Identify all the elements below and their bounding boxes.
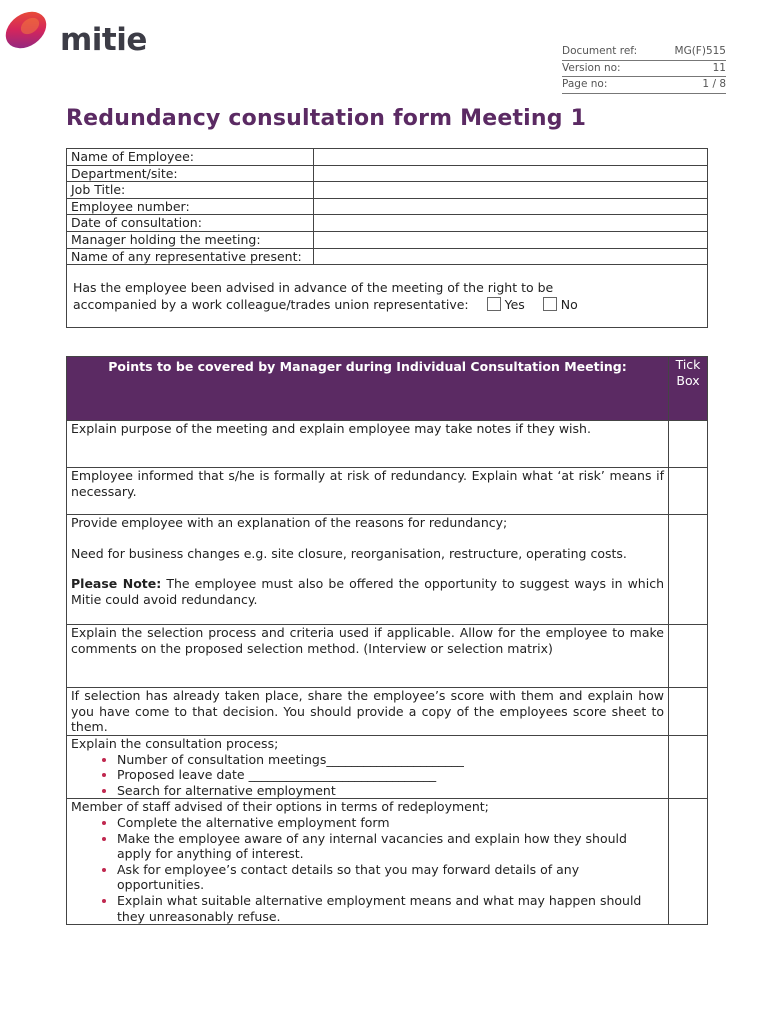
version-row (562, 61, 726, 78)
reasons-intro: Provide employee with an explanation of the reasons for redundancy; (71, 515, 508, 530)
list-item: • Make the employee aware of any internal vacancies and explain how they should apply for anything of interest. (117, 831, 664, 862)
point-row (67, 799, 708, 925)
please-note-text: The employee must also be offered the opportunity to suggest ways in which Mitie could avoid redundancy. (71, 576, 664, 607)
advised-text-line1: Has the employee been advised in advance of the meeting of the right to be (73, 280, 554, 296)
page-no-row (562, 77, 726, 94)
field-input-job-title[interactable] (314, 182, 708, 199)
redeployment-list (71, 815, 664, 924)
point-text (67, 515, 669, 625)
point-text: Explain the selection process and criteria used if applicable. Allow for the employee to make comments on the proposed selection method. (Interview or selection matrix) (67, 625, 669, 688)
field-row-name (67, 149, 708, 166)
version-value: 11 (712, 61, 726, 74)
field-label: Name of Employee: (67, 149, 314, 166)
tick-box[interactable] (669, 799, 708, 925)
tick-box[interactable] (669, 515, 708, 625)
field-label: Date of consultation: (67, 215, 314, 232)
field-label: Employee number: (67, 198, 314, 215)
point-text: Employee informed that s/he is formally at risk of redundancy. Explain what ‘at risk’ means if necessary. (67, 468, 669, 515)
doc-ref-label: Document ref: (562, 45, 638, 57)
field-row-department (67, 165, 708, 182)
point-row (67, 736, 708, 799)
field-row-date (67, 215, 708, 232)
field-label: Department/site: (67, 165, 314, 182)
document-meta (562, 44, 726, 94)
list-item: • Number of consultation meetings______________________ (117, 752, 664, 768)
point-text (67, 799, 669, 925)
point-text: If selection has already taken place, share the employee’s score with them and explain how you have come to that decision. You should provide a copy of the employees score sheet to them. (67, 688, 669, 736)
field-row-job-title (67, 182, 708, 199)
no-checkbox[interactable] (543, 297, 557, 311)
list-item: • Search for alternative employment (117, 783, 664, 799)
page-no-value: 1 / 8 (702, 78, 726, 90)
points-header: Points to be covered by Manager during Individual Consultation Meeting: (67, 357, 669, 421)
tick-box[interactable] (669, 468, 708, 515)
field-input-name[interactable] (314, 149, 708, 166)
field-input-department[interactable] (314, 165, 708, 182)
point-row (67, 688, 708, 736)
business-changes: Need for business changes e.g. site closure, reorganisation, restructure, operating costs. (71, 545, 627, 561)
consultation-points-table (66, 356, 708, 925)
point-row (67, 625, 708, 688)
no-label: No (560, 297, 578, 313)
field-row-employee-number (67, 198, 708, 215)
mitie-logo (0, 8, 150, 58)
list-item: • Complete the alternative employment form (117, 815, 664, 831)
tick-box[interactable] (669, 625, 708, 688)
field-input-representative[interactable] (314, 248, 708, 265)
yes-checkbox[interactable] (487, 297, 501, 311)
yes-label: Yes (504, 297, 525, 313)
field-label: Name of any representative present: (67, 248, 314, 265)
logo-wordmark: mitie (60, 22, 147, 58)
please-note (71, 576, 664, 607)
tick-box-header: Tick Box (669, 357, 708, 421)
point-row (67, 468, 708, 515)
field-row-manager (67, 231, 708, 248)
please-note-label: Please Note: (71, 576, 162, 592)
tick-box[interactable] (669, 736, 708, 799)
list-item: • Proposed leave date ______________________________ (117, 767, 664, 783)
consultation-intro: Explain the consultation process; (71, 736, 279, 751)
consultation-list (71, 752, 664, 799)
field-label: Job Title: (67, 182, 314, 199)
field-row-representative (67, 248, 708, 265)
list-item: • Explain what suitable alternative employment means and what may happen should they unreasonably refuse. (117, 893, 664, 924)
tick-box[interactable] (669, 421, 708, 468)
field-label: Manager holding the meeting: (67, 231, 314, 248)
point-text: Explain purpose of the meeting and explain employee may take notes if they wish. (67, 421, 669, 468)
version-label: Version no: (562, 61, 621, 74)
page-no-label: Page no: (562, 78, 608, 90)
mitie-logo-icon (0, 8, 56, 52)
advised-row (67, 265, 708, 328)
field-input-date[interactable] (314, 215, 708, 232)
doc-ref-row (562, 44, 726, 61)
page-title: Redundancy consultation form Meeting 1 (66, 106, 587, 131)
doc-ref-value: MG(F)515 (674, 45, 726, 57)
point-row (67, 421, 708, 468)
point-row (67, 515, 708, 625)
advised-text-line2: accompanied by a work colleague/trades union representative: (73, 297, 469, 313)
field-input-manager[interactable] (314, 231, 708, 248)
tick-box[interactable] (669, 688, 708, 736)
list-item: • Ask for employee’s contact details so that you may forward details of any opportunities. (117, 862, 664, 893)
points-header-row (67, 357, 708, 421)
redeployment-intro: Member of staff advised of their options in terms of redeployment; (71, 799, 489, 815)
point-text (67, 736, 669, 799)
field-input-employee-number[interactable] (314, 198, 708, 215)
employee-details-table (66, 148, 708, 328)
advised-question (67, 265, 708, 328)
